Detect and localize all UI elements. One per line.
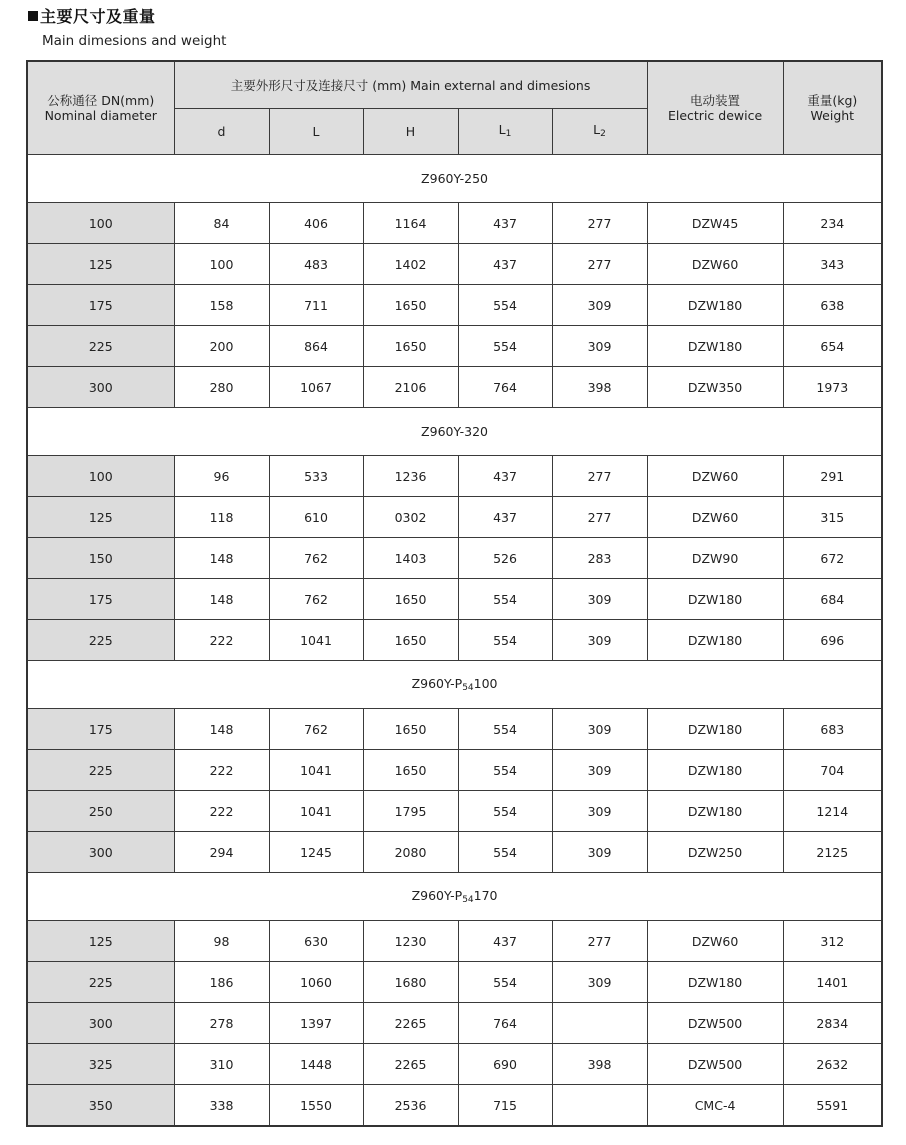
- weight-cell: 291: [783, 456, 882, 497]
- l2-cell: 309: [552, 962, 647, 1003]
- l-cell: 864: [269, 326, 363, 367]
- l2-cell: 309: [552, 832, 647, 873]
- d-cell: 294: [174, 832, 269, 873]
- l1-cell: 554: [458, 832, 552, 873]
- weight-cell: 1401: [783, 962, 882, 1003]
- nominal-diameter-cell: 300: [27, 367, 174, 408]
- d-cell: 200: [174, 326, 269, 367]
- table-row: [27, 538, 882, 579]
- square-bullet-icon: [28, 11, 38, 21]
- l-cell: 1041: [269, 620, 363, 661]
- col-l2-sub: 2: [600, 128, 606, 139]
- section-subheading: Main dimesions and weight: [42, 33, 227, 49]
- d-cell: 98: [174, 921, 269, 962]
- model-name-prefix: Z960Y-320: [421, 424, 488, 439]
- h-cell: 0302: [363, 497, 458, 538]
- nominal-diameter-cell: 150: [27, 538, 174, 579]
- electric-device-cell: DZW180: [647, 579, 783, 620]
- l-cell: 762: [269, 579, 363, 620]
- l-cell: 1245: [269, 832, 363, 873]
- l-cell: 1067: [269, 367, 363, 408]
- electric-device-header-cn: 电动装置: [690, 93, 741, 108]
- l1-cell: 554: [458, 962, 552, 1003]
- nominal-diameter-cell: 175: [27, 709, 174, 750]
- h-cell: 1650: [363, 579, 458, 620]
- h-cell: 1403: [363, 538, 458, 579]
- h-cell: 1230: [363, 921, 458, 962]
- weight-header-en: Weight: [810, 108, 855, 123]
- d-cell: 280: [174, 367, 269, 408]
- l2-cell: 277: [552, 456, 647, 497]
- nominal-diameter-cell: 225: [27, 326, 174, 367]
- table-row: [27, 285, 882, 326]
- h-cell: 1650: [363, 750, 458, 791]
- nominal-diameter-cell: 125: [27, 497, 174, 538]
- model-section-row: [27, 661, 882, 709]
- l1-cell: 554: [458, 285, 552, 326]
- nominal-diameter-cell: 125: [27, 244, 174, 285]
- electric-device-cell: DZW180: [647, 709, 783, 750]
- electric-device-cell: CMC-4: [647, 1085, 783, 1127]
- model-section-row: [27, 408, 882, 456]
- electric-device-cell: DZW350: [647, 367, 783, 408]
- col-l1-header: [458, 109, 552, 155]
- weight-header-cn: 重量(kg): [807, 93, 858, 108]
- nominal-diameter-cell: 350: [27, 1085, 174, 1127]
- model-name-prefix: Z960Y-P: [411, 676, 463, 691]
- model-name-suffix: 170: [473, 888, 498, 903]
- l1-cell: 554: [458, 709, 552, 750]
- l2-cell: 277: [552, 244, 647, 285]
- electric-device-cell: DZW60: [647, 921, 783, 962]
- l1-cell: 554: [458, 791, 552, 832]
- weight-cell: 638: [783, 285, 882, 326]
- weight-cell: 315: [783, 497, 882, 538]
- weight-cell: 684: [783, 579, 882, 620]
- l-cell: 1060: [269, 962, 363, 1003]
- table-row: [27, 750, 882, 791]
- l-cell: 533: [269, 456, 363, 497]
- table-row: [27, 367, 882, 408]
- l2-cell: 398: [552, 367, 647, 408]
- col-l1-base: L: [498, 121, 506, 137]
- h-cell: 1236: [363, 456, 458, 497]
- d-cell: 158: [174, 285, 269, 326]
- l1-cell: 437: [458, 497, 552, 538]
- nominal-diameter-cell: 225: [27, 962, 174, 1003]
- l1-cell: 764: [458, 367, 552, 408]
- model-name-prefix: Z960Y-P: [411, 888, 463, 903]
- weight-cell: 683: [783, 709, 882, 750]
- nominal-diameter-header-en: Nominal diameter: [44, 108, 157, 123]
- electric-device-header: [647, 61, 783, 155]
- nominal-diameter-cell: 250: [27, 791, 174, 832]
- l2-cell: 309: [552, 579, 647, 620]
- table-row: [27, 244, 882, 285]
- l2-cell: 309: [552, 620, 647, 661]
- table-row: [27, 962, 882, 1003]
- d-cell: 100: [174, 244, 269, 285]
- d-cell: 222: [174, 620, 269, 661]
- l2-cell: [552, 1003, 647, 1044]
- l1-cell: 764: [458, 1003, 552, 1044]
- d-cell: 338: [174, 1085, 269, 1127]
- l1-cell: 554: [458, 579, 552, 620]
- model-section-row: [27, 873, 882, 921]
- l1-cell: 437: [458, 456, 552, 497]
- electric-device-cell: DZW180: [647, 962, 783, 1003]
- nominal-diameter-cell: 175: [27, 579, 174, 620]
- model-name: [27, 408, 882, 456]
- l2-cell: 309: [552, 791, 647, 832]
- electric-device-cell: DZW180: [647, 285, 783, 326]
- model-name-subscript: 54: [462, 683, 474, 693]
- electric-device-cell: DZW250: [647, 832, 783, 873]
- col-l1-sub: 1: [505, 128, 512, 139]
- electric-device-cell: DZW500: [647, 1044, 783, 1085]
- weight-cell: 2632: [783, 1044, 882, 1085]
- nominal-diameter-cell: 100: [27, 456, 174, 497]
- section-heading: [28, 4, 156, 27]
- model-name-prefix: Z960Y-250: [421, 171, 488, 186]
- l2-cell: 277: [552, 203, 647, 244]
- h-cell: 2265: [363, 1044, 458, 1085]
- l2-cell: 277: [552, 921, 647, 962]
- weight-cell: 696: [783, 620, 882, 661]
- weight-header: [783, 61, 882, 155]
- electric-device-cell: DZW45: [647, 203, 783, 244]
- h-cell: 1680: [363, 962, 458, 1003]
- table-row: [27, 1044, 882, 1085]
- h-cell: 2106: [363, 367, 458, 408]
- model-section-row: [27, 155, 882, 203]
- col-l2-base: L: [593, 121, 601, 137]
- l1-cell: 554: [458, 750, 552, 791]
- table-row: [27, 579, 882, 620]
- d-cell: 222: [174, 750, 269, 791]
- nominal-diameter-header-cn: 公称通径 DN(mm): [47, 93, 155, 108]
- table-row: [27, 1003, 882, 1044]
- d-cell: 84: [174, 203, 269, 244]
- weight-cell: 2834: [783, 1003, 882, 1044]
- weight-cell: 343: [783, 244, 882, 285]
- heading-text: 主要尺寸及重量: [40, 7, 156, 26]
- table-row: [27, 456, 882, 497]
- electric-device-cell: DZW500: [647, 1003, 783, 1044]
- electric-device-cell: DZW180: [647, 750, 783, 791]
- l1-cell: 437: [458, 244, 552, 285]
- h-cell: 1164: [363, 203, 458, 244]
- l2-cell: [552, 1085, 647, 1127]
- l-cell: 762: [269, 538, 363, 579]
- h-cell: 1402: [363, 244, 458, 285]
- weight-cell: 704: [783, 750, 882, 791]
- model-name: [27, 661, 882, 709]
- electric-device-cell: DZW180: [647, 620, 783, 661]
- h-cell: 1795: [363, 791, 458, 832]
- d-cell: 148: [174, 538, 269, 579]
- nominal-diameter-cell: 175: [27, 285, 174, 326]
- l-cell: 1550: [269, 1085, 363, 1127]
- d-cell: 222: [174, 791, 269, 832]
- l-cell: 1041: [269, 750, 363, 791]
- table-row: [27, 791, 882, 832]
- h-cell: 1650: [363, 709, 458, 750]
- l-cell: 1041: [269, 791, 363, 832]
- model-name: [27, 873, 882, 921]
- table-body: [27, 155, 882, 1127]
- nominal-diameter-cell: 125: [27, 921, 174, 962]
- electric-device-cell: DZW90: [647, 538, 783, 579]
- l-cell: 762: [269, 709, 363, 750]
- nominal-diameter-cell: 300: [27, 1003, 174, 1044]
- dimensions-header: 主要外形尺寸及连接尺寸 (mm) Main external and dimesions: [174, 61, 647, 109]
- weight-cell: 234: [783, 203, 882, 244]
- nominal-diameter-cell: 225: [27, 620, 174, 661]
- nominal-diameter-cell: 325: [27, 1044, 174, 1085]
- l-cell: 1448: [269, 1044, 363, 1085]
- l1-cell: 554: [458, 620, 552, 661]
- table-row: [27, 326, 882, 367]
- l-cell: 610: [269, 497, 363, 538]
- weight-cell: 5591: [783, 1085, 882, 1127]
- d-cell: 148: [174, 709, 269, 750]
- col-d-header: d: [174, 109, 269, 155]
- col-l2-header: [552, 109, 647, 155]
- l-cell: 406: [269, 203, 363, 244]
- nominal-diameter-header: [27, 61, 174, 155]
- table-row: [27, 203, 882, 244]
- h-cell: 1650: [363, 620, 458, 661]
- weight-cell: 672: [783, 538, 882, 579]
- d-cell: 310: [174, 1044, 269, 1085]
- l-cell: 483: [269, 244, 363, 285]
- table-row: [27, 921, 882, 962]
- electric-device-cell: DZW180: [647, 326, 783, 367]
- weight-cell: 1214: [783, 791, 882, 832]
- weight-cell: 654: [783, 326, 882, 367]
- electric-device-header-en: Electric dewice: [667, 108, 763, 123]
- electric-device-cell: DZW60: [647, 497, 783, 538]
- d-cell: 96: [174, 456, 269, 497]
- l2-cell: 398: [552, 1044, 647, 1085]
- model-name-subscript: 54: [462, 895, 474, 905]
- l1-cell: 526: [458, 538, 552, 579]
- electric-device-cell: DZW60: [647, 244, 783, 285]
- nominal-diameter-cell: 100: [27, 203, 174, 244]
- h-cell: 2080: [363, 832, 458, 873]
- d-cell: 186: [174, 962, 269, 1003]
- l-cell: 630: [269, 921, 363, 962]
- l2-cell: 277: [552, 497, 647, 538]
- l2-cell: 309: [552, 750, 647, 791]
- h-cell: 1650: [363, 285, 458, 326]
- l1-cell: 554: [458, 326, 552, 367]
- h-cell: 2265: [363, 1003, 458, 1044]
- l-cell: 711: [269, 285, 363, 326]
- table-row: [27, 709, 882, 750]
- nominal-diameter-cell: 225: [27, 750, 174, 791]
- col-h-header: H: [363, 109, 458, 155]
- l-cell: 1397: [269, 1003, 363, 1044]
- table-row: [27, 620, 882, 661]
- col-l-header: L: [269, 109, 363, 155]
- model-name-suffix: 100: [473, 676, 498, 691]
- table-row: [27, 497, 882, 538]
- h-cell: 2536: [363, 1085, 458, 1127]
- l1-cell: 437: [458, 203, 552, 244]
- d-cell: 278: [174, 1003, 269, 1044]
- h-cell: 1650: [363, 326, 458, 367]
- l1-cell: 690: [458, 1044, 552, 1085]
- weight-cell: 312: [783, 921, 882, 962]
- nominal-diameter-cell: 300: [27, 832, 174, 873]
- l1-cell: 715: [458, 1085, 552, 1127]
- l2-cell: 309: [552, 285, 647, 326]
- l2-cell: 309: [552, 709, 647, 750]
- l2-cell: 283: [552, 538, 647, 579]
- dimensions-weight-table: [26, 60, 883, 1127]
- model-name: [27, 155, 882, 203]
- d-cell: 118: [174, 497, 269, 538]
- weight-cell: 1973: [783, 367, 882, 408]
- d-cell: 148: [174, 579, 269, 620]
- l2-cell: 309: [552, 326, 647, 367]
- electric-device-cell: DZW180: [647, 791, 783, 832]
- weight-cell: 2125: [783, 832, 882, 873]
- table-row: [27, 1085, 882, 1127]
- table-row: [27, 832, 882, 873]
- l1-cell: 437: [458, 921, 552, 962]
- electric-device-cell: DZW60: [647, 456, 783, 497]
